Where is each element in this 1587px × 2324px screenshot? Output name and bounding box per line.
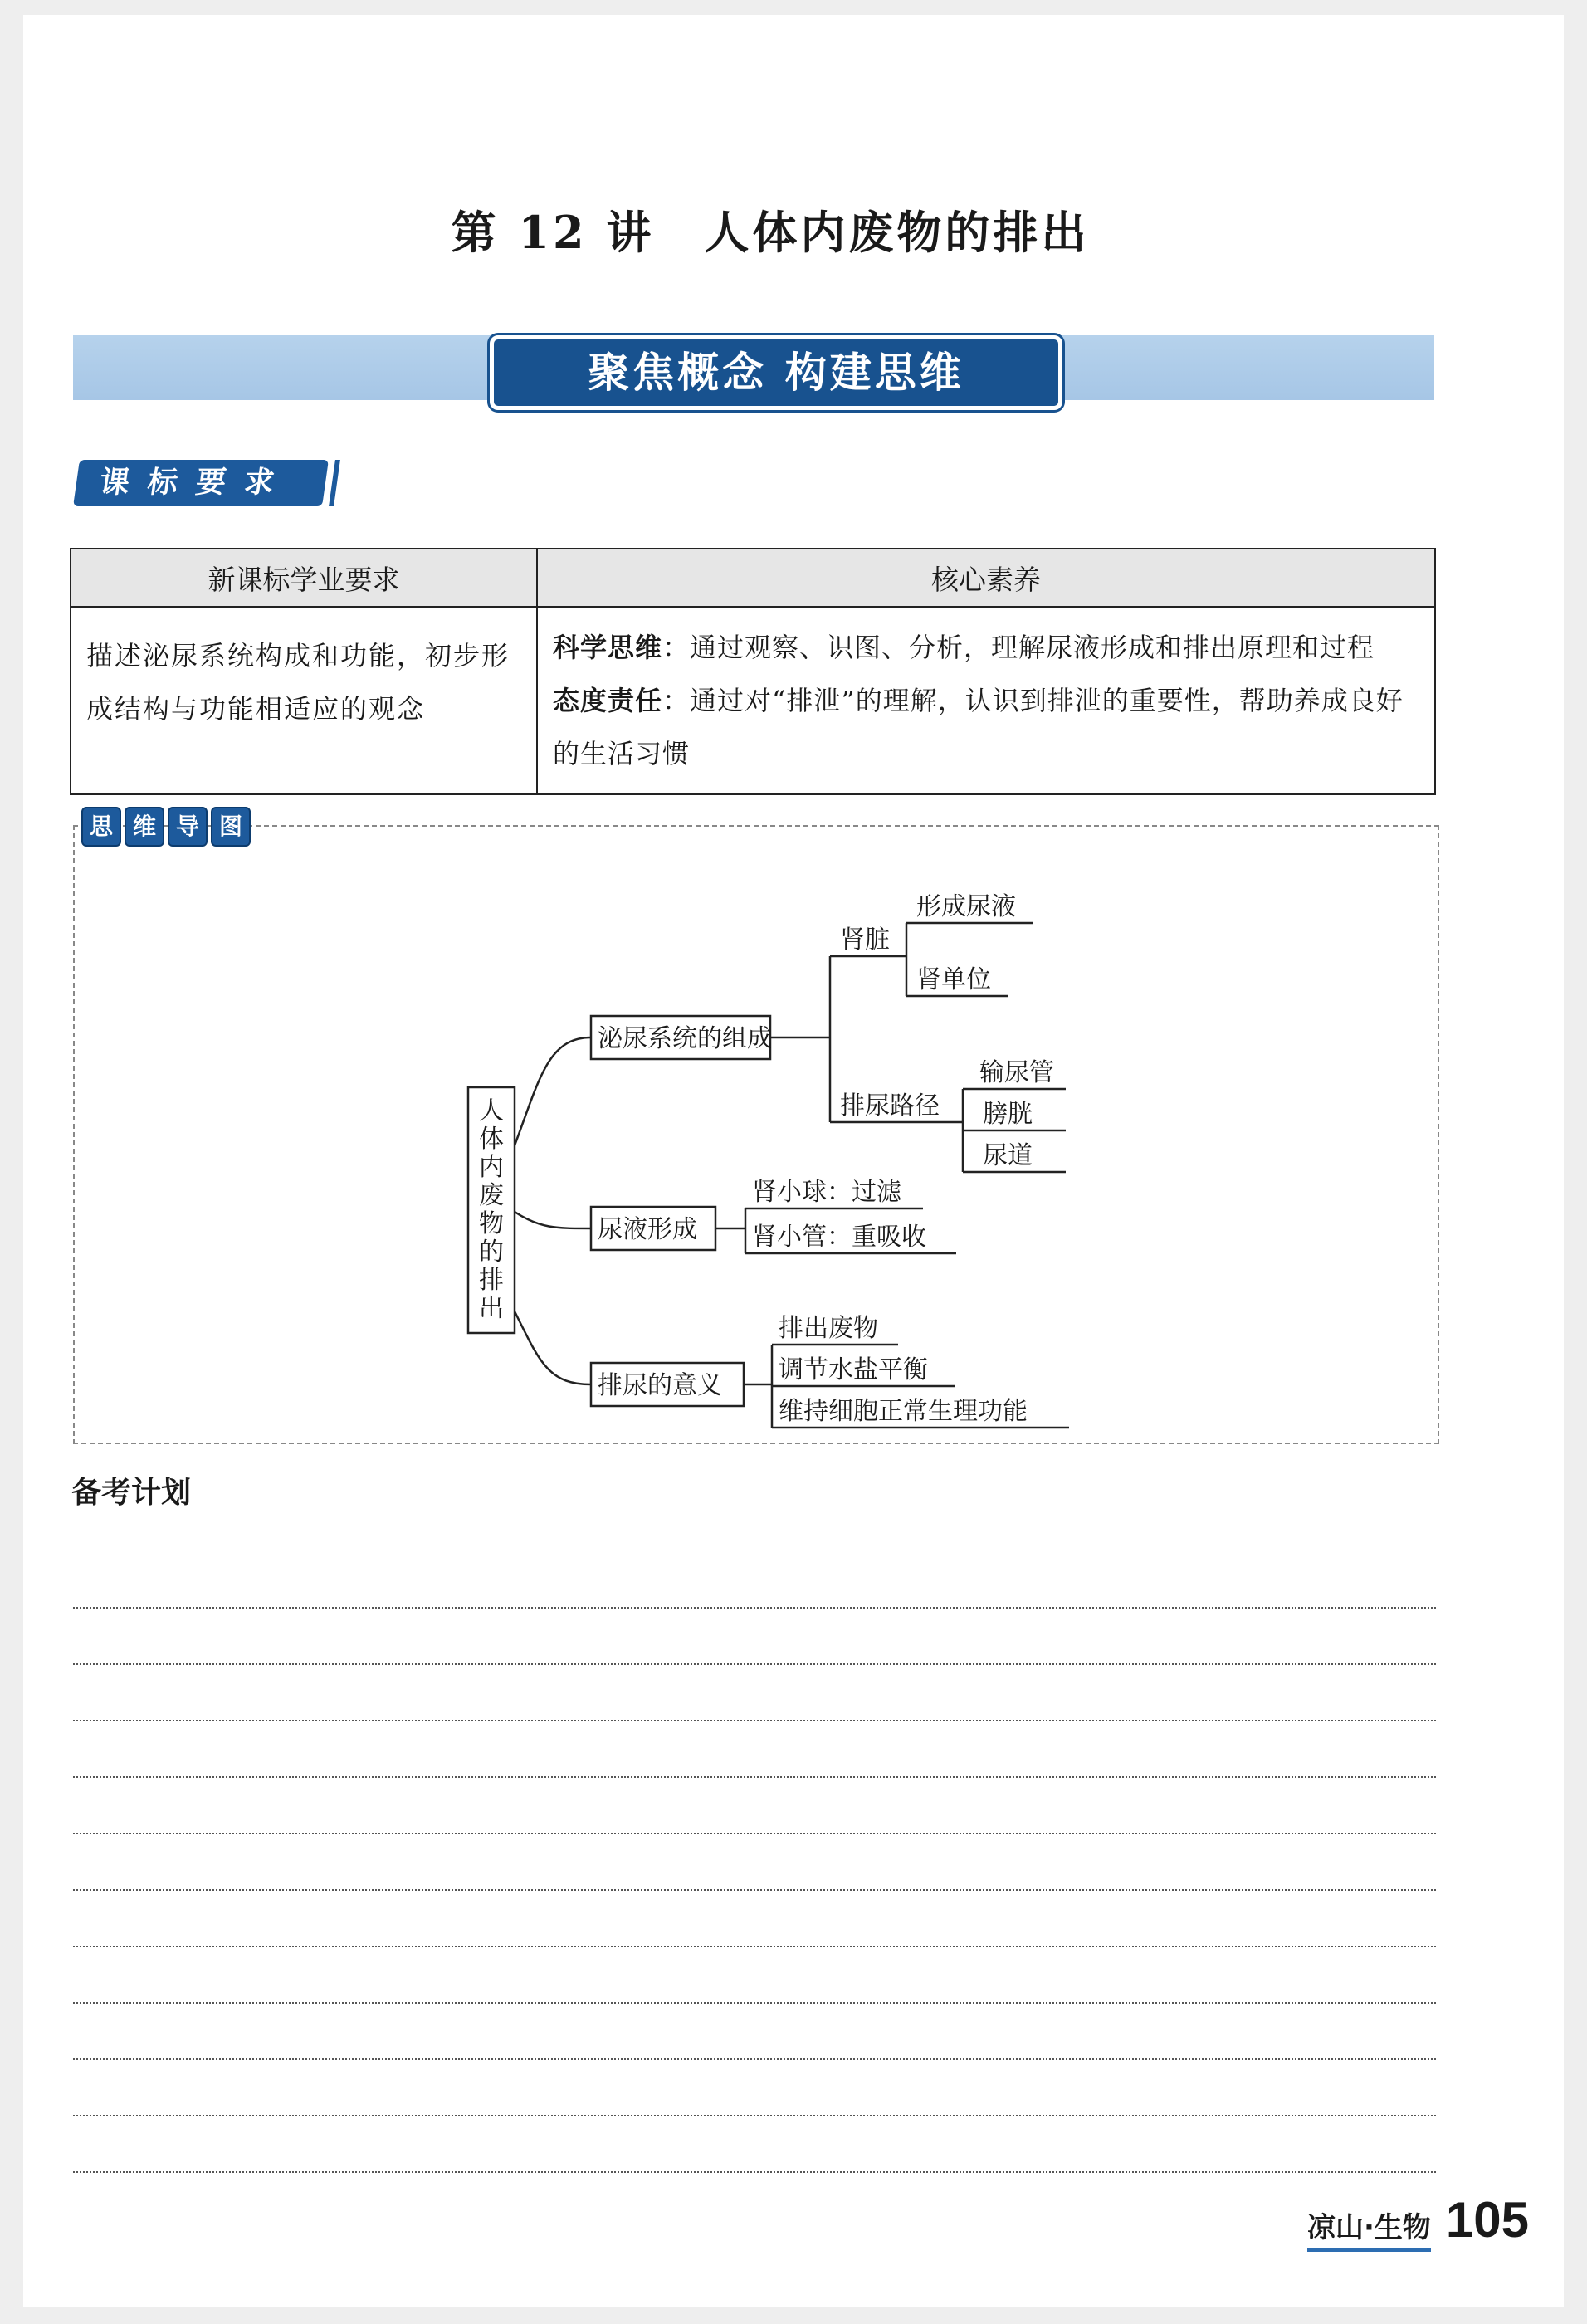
title-number: 12 (518, 206, 588, 259)
requirements-cell: 描述泌尿系统构成和功能，初步形成结构与功能相适应的观念 (71, 607, 537, 794)
root-char: 出 (479, 1294, 504, 1323)
title-prefix: 第 (451, 207, 500, 259)
branch-meaning: 排尿的意义 (598, 1371, 722, 1400)
node-route: 排尿路径 (840, 1091, 940, 1120)
section-banner: 聚焦概念 构建思维 (490, 335, 1062, 410)
root-char: 废 (479, 1181, 504, 1210)
title-suffix: 讲 (606, 207, 655, 259)
node-meaning-item: 维持细胞正常生理功能 (779, 1397, 1028, 1426)
root-char: 物 (479, 1209, 504, 1238)
root-char: 的 (479, 1238, 504, 1267)
study-plan-title: 备考计划 (71, 1476, 192, 1510)
writing-line[interactable] (73, 1947, 1436, 2004)
node-route-item: 输尿管 (979, 1058, 1054, 1087)
page-footer (1307, 2191, 1529, 2252)
literacy-text: ：通过观察、识图、分析，理解尿液形成和排出原理和过程 (662, 632, 1375, 663)
writing-line[interactable] (73, 2060, 1436, 2116)
node-kidney: 肾脏 (840, 925, 890, 954)
mindmap-tag-char: 图 (211, 807, 251, 847)
table-header-literacy: 核心素养 (537, 549, 1435, 607)
node-meaning-item: 调节水盐平衡 (779, 1355, 928, 1384)
literacy-label: 科学思维 (553, 632, 663, 663)
mindmap-root (479, 1096, 504, 1323)
node-urine-item: 肾小管：重吸收 (752, 1223, 926, 1252)
curriculum-tag: 课标要求 (73, 460, 329, 506)
root-char: 内 (479, 1153, 504, 1182)
branch-urine-formation: 尿液形成 (598, 1215, 697, 1244)
page-number: 105 (1445, 2192, 1529, 2248)
title-topic: 人体内废物的排出 (704, 207, 1090, 259)
mindmap-tag-char: 思 (81, 807, 121, 847)
node-kidney-item: 形成尿液 (916, 892, 1016, 921)
writing-line[interactable] (73, 1778, 1436, 1834)
footer-region: 凉山·生物 (1307, 2204, 1431, 2252)
writing-line[interactable] (73, 2116, 1436, 2173)
table-header-requirements: 新课标学业要求 (71, 549, 537, 607)
study-plan-lines[interactable] (73, 1552, 1436, 2173)
node-route-item: 膀胱 (983, 1100, 1033, 1129)
writing-line[interactable] (73, 1834, 1436, 1891)
node-kidney-item: 肾单位 (916, 965, 991, 994)
node-route-item: 尿道 (983, 1141, 1033, 1170)
mindmap-tag-char: 维 (125, 807, 164, 847)
root-char: 排 (479, 1266, 504, 1295)
mindmap-connectors (515, 923, 1069, 1428)
branch-composition: 泌尿系统的组成 (598, 1024, 772, 1053)
node-urine-item: 肾小球：过滤 (752, 1178, 901, 1207)
writing-line[interactable] (73, 1891, 1436, 1947)
writing-line[interactable] (73, 1609, 1436, 1665)
writing-line[interactable] (73, 1665, 1436, 1721)
root-char: 体 (479, 1125, 504, 1154)
literacy-label: 态度责任 (553, 685, 663, 716)
root-char: 人 (479, 1096, 504, 1125)
writing-line[interactable] (73, 2004, 1436, 2060)
writing-line[interactable] (73, 1721, 1436, 1778)
literacy-text: ：通过对“排泄”的理解，认识到排泄的重要性，帮助养成良好的生活习惯 (553, 685, 1404, 769)
mindmap-tag-char: 导 (168, 807, 208, 847)
node-meaning-item: 排出废物 (779, 1314, 878, 1343)
writing-line[interactable] (73, 1552, 1436, 1609)
